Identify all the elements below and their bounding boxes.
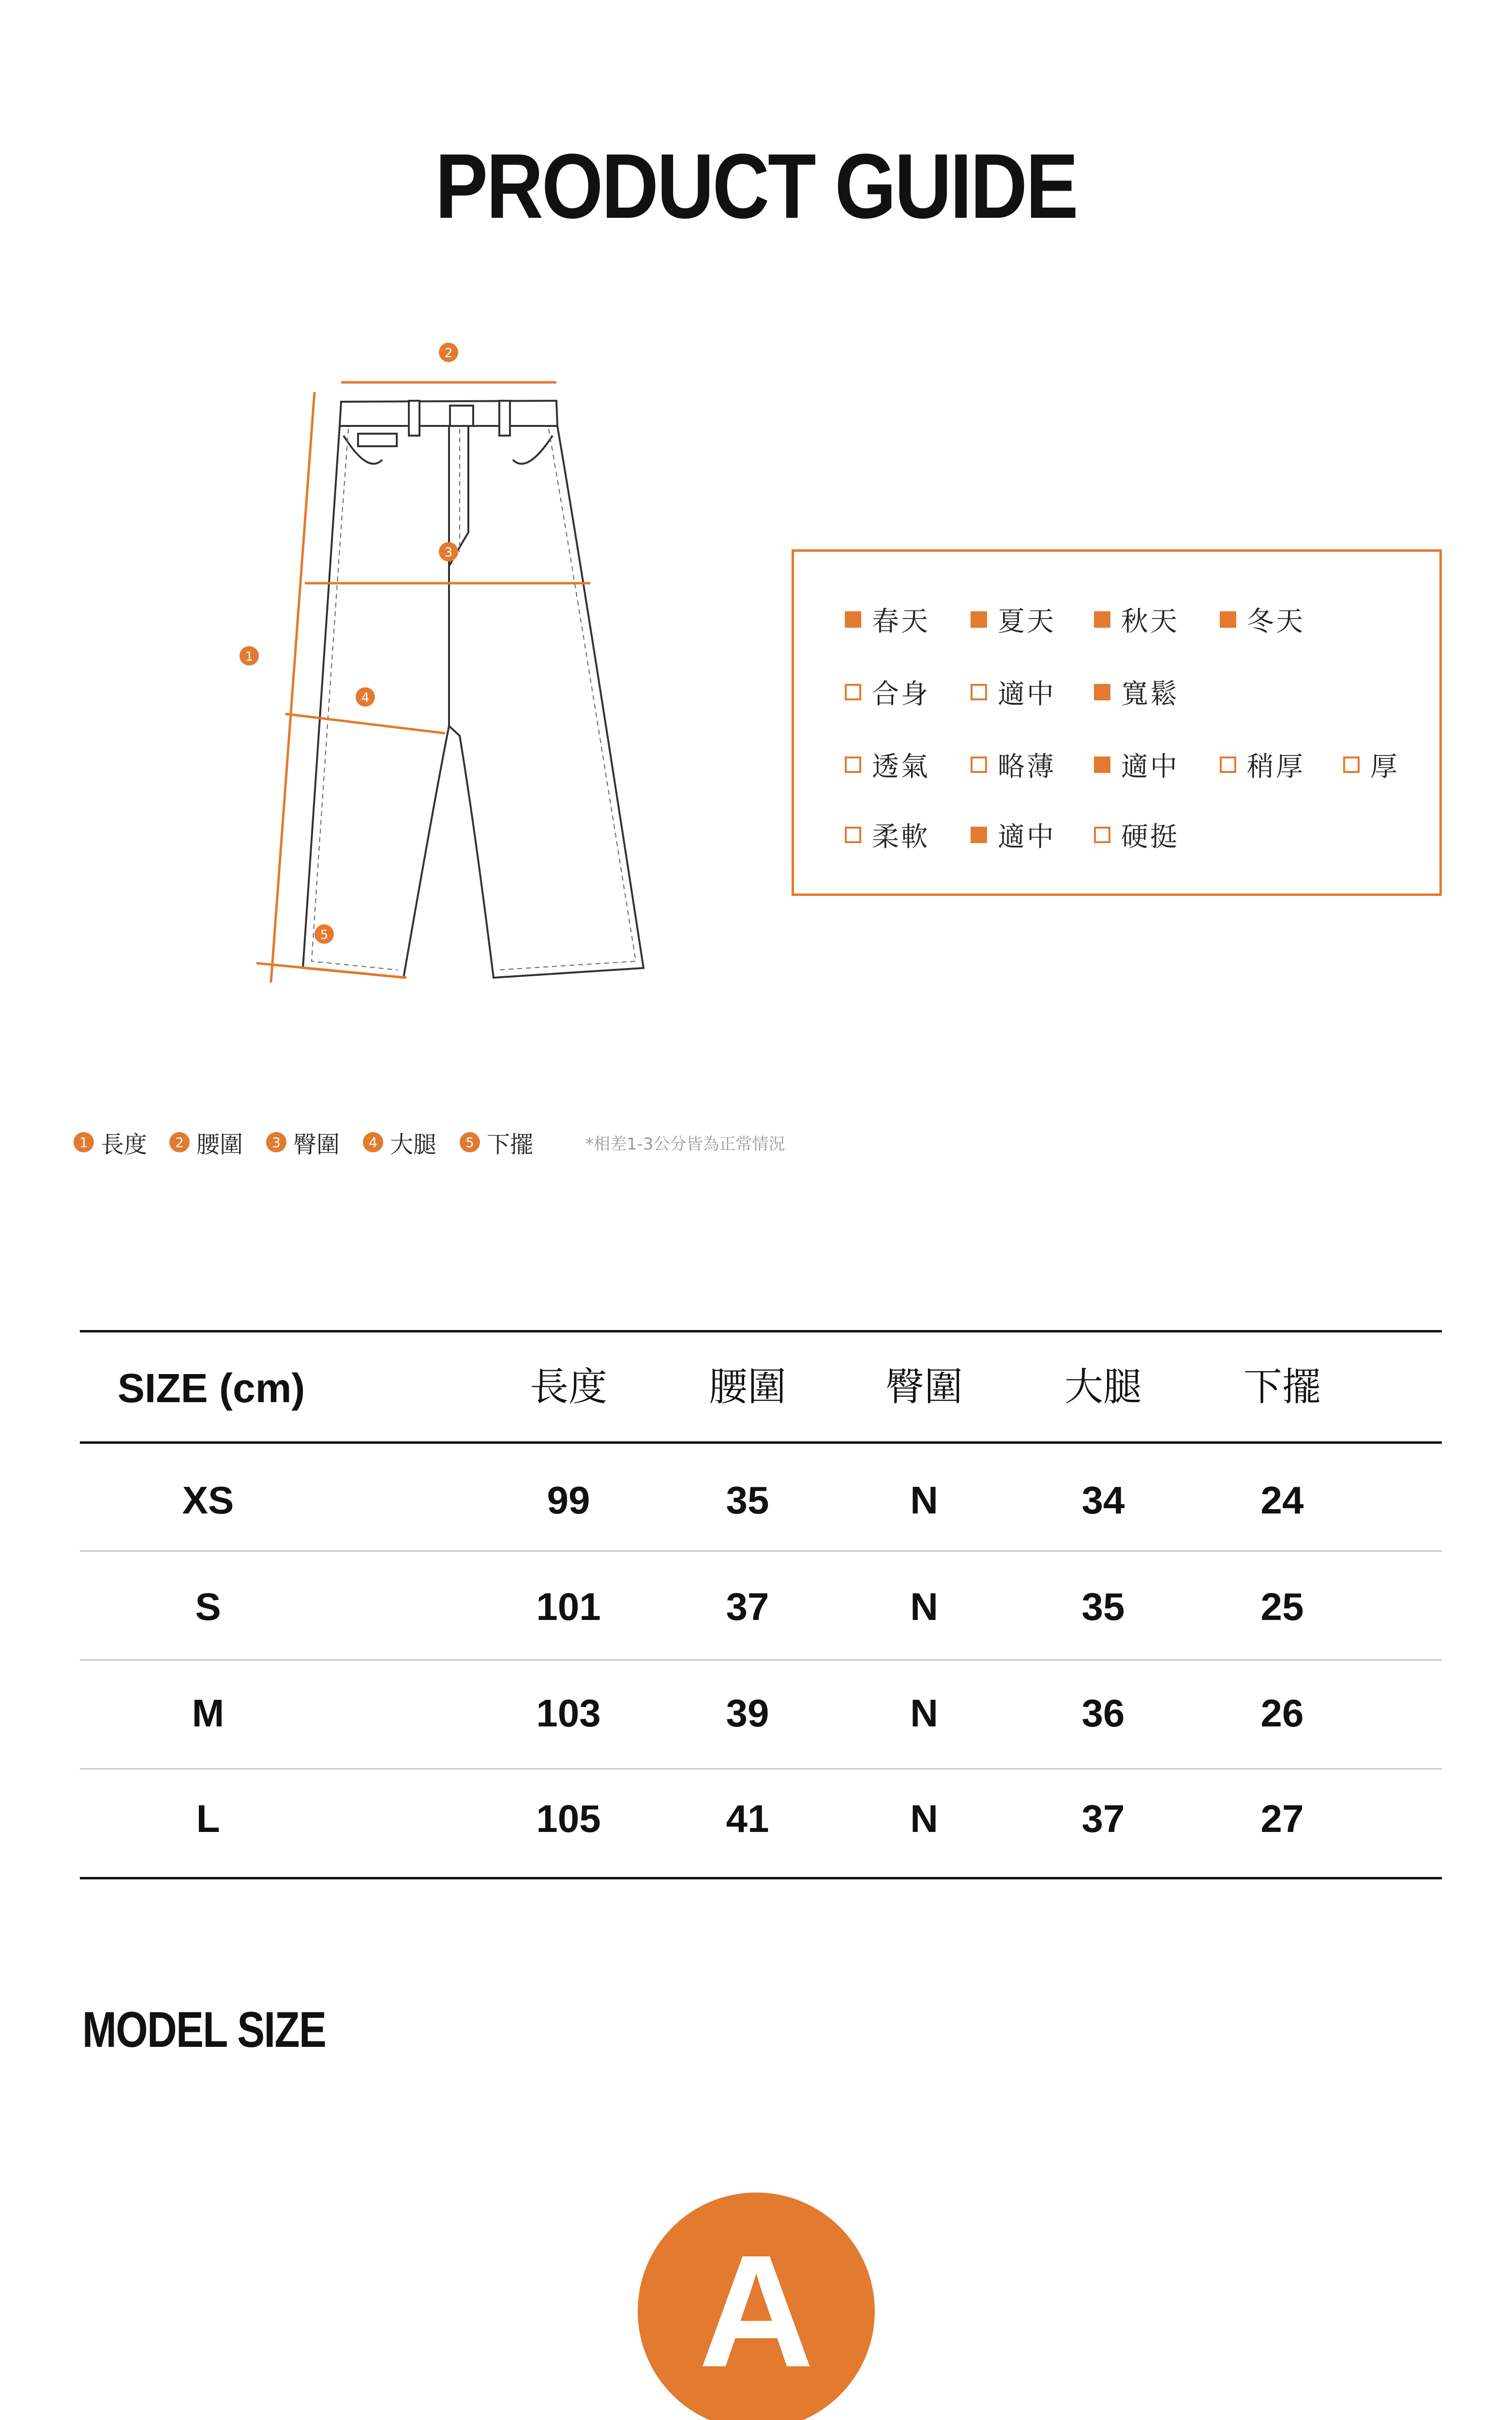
svg-text:5: 5 xyxy=(320,928,329,942)
legend-label: 腰圍 xyxy=(196,1131,243,1158)
size-label-cell: S xyxy=(195,1585,221,1628)
unchecked-box-icon xyxy=(845,684,861,700)
attribute-label: 柔軟 xyxy=(872,821,930,853)
attribute-label: 透氣 xyxy=(872,751,930,783)
measurement-legend xyxy=(74,1125,944,1159)
measurement-cell: 39 xyxy=(726,1692,769,1735)
unchecked-box-icon xyxy=(845,756,861,773)
table-header-rule xyxy=(80,1441,1442,1444)
measurement-cell: N xyxy=(910,1585,938,1628)
legend-label: 大腿 xyxy=(390,1131,437,1158)
legend-item xyxy=(460,1125,533,1159)
measurement-cell: 99 xyxy=(547,1479,590,1522)
measurement-cell: N xyxy=(910,1797,938,1840)
measurement-cell: 36 xyxy=(1081,1692,1125,1735)
attribute-option xyxy=(845,816,930,854)
unchecked-box-icon xyxy=(1220,756,1236,773)
checked-box-icon xyxy=(845,611,861,628)
legend-number-badge: 2 xyxy=(169,1132,190,1152)
model-size-heading: MODEL SIZE xyxy=(82,2002,326,2058)
attribute-option xyxy=(845,745,930,784)
checked-box-icon xyxy=(1094,684,1110,700)
legend-label: 臀圍 xyxy=(293,1131,340,1158)
attribute-option xyxy=(845,600,930,639)
unchecked-box-icon xyxy=(845,827,861,843)
attribute-option xyxy=(1094,816,1179,854)
legend-item xyxy=(169,1125,243,1159)
unchecked-box-icon xyxy=(1343,756,1360,773)
table-header-cell: 腰圍 xyxy=(709,1364,786,1409)
measurement-cell: 35 xyxy=(726,1479,769,1522)
measurement-cell: 103 xyxy=(536,1692,601,1735)
attribute-option xyxy=(1094,600,1179,639)
unchecked-box-icon xyxy=(971,684,987,700)
attribute-label: 略薄 xyxy=(998,751,1056,783)
pants-measurement-diagram xyxy=(208,339,697,1055)
attribute-label: 適中 xyxy=(998,821,1056,853)
tolerance-note: *相差1-3公分皆為正常情況 xyxy=(585,1134,785,1154)
measurement-cell: 26 xyxy=(1260,1692,1304,1735)
attribute-label: 寬鬆 xyxy=(1121,679,1179,710)
size-label-cell: XS xyxy=(182,1479,234,1522)
attribute-option xyxy=(1220,600,1305,639)
legend-item xyxy=(363,1125,436,1159)
attribute-option xyxy=(971,600,1056,639)
measurement-cell: 105 xyxy=(536,1797,601,1840)
unchecked-box-icon xyxy=(1094,827,1110,843)
avatar-letter: A xyxy=(698,2222,814,2400)
diagram-marker-1 xyxy=(240,646,259,666)
measurement-cell: 35 xyxy=(1081,1585,1125,1628)
diagram-marker-3 xyxy=(439,542,458,561)
page-title: PRODUCT GUIDE xyxy=(435,135,1077,238)
svg-text:2: 2 xyxy=(444,346,453,361)
attribute-option xyxy=(1094,745,1179,784)
pants-illustration xyxy=(208,339,697,1055)
attribute-option xyxy=(1220,745,1305,784)
measurement-cell: 27 xyxy=(1260,1797,1304,1840)
attribute-label: 合身 xyxy=(872,679,930,710)
checked-box-icon xyxy=(1094,611,1110,628)
legend-number-badge: 1 xyxy=(74,1132,94,1152)
legend-number-badge: 4 xyxy=(363,1132,383,1152)
attribute-label: 稍厚 xyxy=(1247,751,1305,783)
measurement-cell: N xyxy=(910,1479,938,1522)
attribute-option xyxy=(971,745,1056,784)
table-row-divider xyxy=(80,1659,1442,1661)
model-avatar xyxy=(638,2193,875,2420)
svg-text:1: 1 xyxy=(245,650,254,664)
measurement-cell: 25 xyxy=(1260,1585,1304,1628)
measurement-cell: 41 xyxy=(726,1797,769,1840)
table-header-cell: SIZE (cm) xyxy=(118,1365,305,1411)
attribute-option xyxy=(971,673,1056,711)
legend-label: 下擺 xyxy=(487,1131,534,1158)
legend-label: 長度 xyxy=(101,1131,148,1158)
diagram-marker-2 xyxy=(439,343,458,362)
diagram-marker-4 xyxy=(356,687,375,707)
size-label-cell: L xyxy=(196,1797,220,1840)
svg-text:4: 4 xyxy=(361,691,370,705)
diagram-marker-5 xyxy=(314,924,334,944)
attribute-option xyxy=(1094,673,1179,711)
legend-number-badge: 5 xyxy=(460,1132,480,1152)
legend-item xyxy=(266,1125,340,1159)
product-attributes-box xyxy=(792,549,1442,896)
unchecked-box-icon xyxy=(971,756,987,773)
table-top-rule xyxy=(80,1330,1442,1332)
table-row-divider xyxy=(80,1550,1442,1552)
attribute-label: 秋天 xyxy=(1121,606,1179,637)
attribute-label: 冬天 xyxy=(1247,606,1305,637)
attribute-label: 春天 xyxy=(872,606,930,637)
svg-text:3: 3 xyxy=(444,545,453,560)
attribute-label: 夏天 xyxy=(998,606,1056,637)
table-header-cell: 長度 xyxy=(530,1364,607,1409)
measurement-cell: 37 xyxy=(1081,1797,1125,1840)
legend-item xyxy=(74,1125,147,1159)
attribute-label: 硬挺 xyxy=(1121,821,1179,853)
measurement-cell: N xyxy=(910,1692,938,1735)
measurement-cell: 37 xyxy=(726,1585,769,1628)
attribute-label: 厚 xyxy=(1370,751,1399,783)
attribute-option xyxy=(971,816,1056,854)
checked-box-icon xyxy=(1220,611,1236,628)
attribute-option xyxy=(845,673,930,711)
table-header-cell: 下擺 xyxy=(1243,1364,1321,1409)
measurement-cell: 24 xyxy=(1260,1479,1304,1522)
table-row-divider xyxy=(80,1768,1442,1770)
attribute-label: 適中 xyxy=(998,679,1056,710)
measurement-cell: 34 xyxy=(1081,1479,1125,1522)
checked-box-icon xyxy=(971,827,987,843)
table-header-cell: 大腿 xyxy=(1064,1364,1142,1409)
legend-number-badge: 3 xyxy=(266,1132,286,1152)
table-header-cell: 臀圍 xyxy=(885,1364,963,1409)
measurement-cell: 101 xyxy=(536,1585,601,1628)
checked-box-icon xyxy=(1094,756,1110,773)
checked-box-icon xyxy=(971,611,987,628)
table-bottom-rule xyxy=(80,1877,1442,1879)
size-label-cell: M xyxy=(192,1692,225,1735)
attribute-label: 適中 xyxy=(1121,751,1179,783)
attribute-option xyxy=(1343,745,1399,784)
